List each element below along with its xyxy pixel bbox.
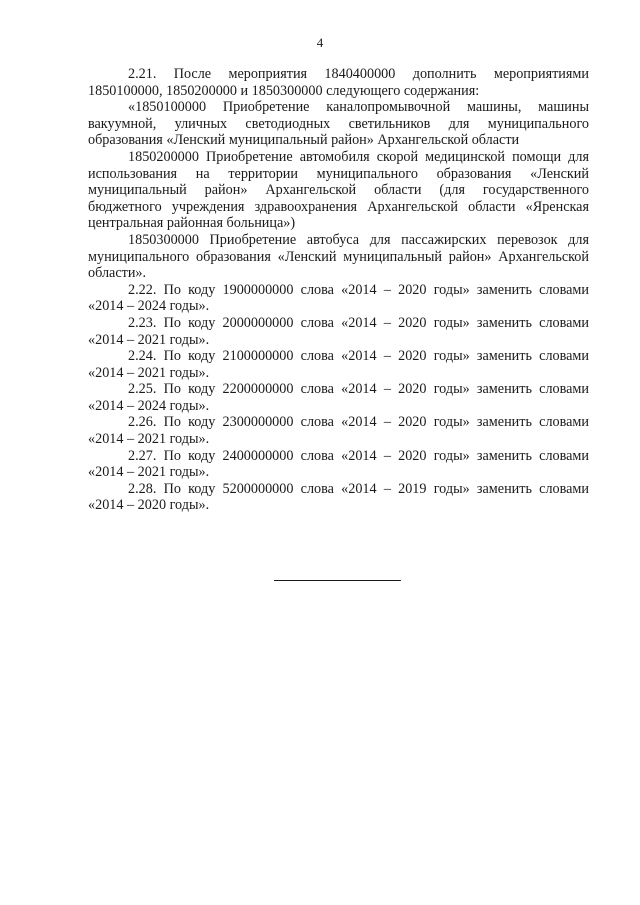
paragraph-2-23: 2.23. По коду 2000000000 слова «2014 – 2020 годы» заменить словами «2014 – 2021 годы». [88,314,589,348]
paragraph-2-21: 2.21. После мероприятия 1840400000 дополнить мероприятиями 1850100000, 1850200000 и 1850300000 следующего содержания: [88,66,589,99]
paragraph-2-22: 2.22. По коду 1900000000 слова «2014 – 2020 годы» заменить словами «2014 – 2024 годы». [88,281,589,315]
paragraph-2-24: 2.24. По коду 2100000000 слова «2014 – 2020 годы» заменить словами «2014 – 2021 годы». [88,348,589,381]
paragraph-1850300000: 1850300000 Приобретение автобуса для пассажирских перевозок для муниципального образования «Ленский муниципальный район» Архангельской области». [88,231,589,282]
paragraph-2-26: 2.26. По коду 2300000000 слова «2014 – 2020 годы» заменить словами «2014 – 2021 годы». [88,414,589,448]
end-separator-line [274,580,401,581]
paragraph-1850200000: 1850200000 Приобретение автомобиля скорой медицинской помощи для использования на территории муниципального образования «Ленский муниципальный район» Архангельской области (для государственного бюджетного учреждения здравоохранения Архангельской области «Яренская центральная районная больница») [88,148,589,232]
document-body [88,66,589,514]
paragraph-2-28: 2.28. По коду 5200000000 слова «2014 – 2019 годы» заменить словами «2014 – 2020 годы». [88,480,589,514]
paragraph-1850100000: «1850100000 Приобретение каналопромывочной машины, машины вакуумной, уличных светодиодных светильников для муниципального образования «Ленский муниципальный район» Архангельской области [88,99,589,149]
paragraph-2-27: 2.27. По коду 2400000000 слова «2014 – 2020 годы» заменить словами «2014 – 2021 годы». [88,447,589,481]
page-number: 4 [316,35,324,50]
paragraph-2-25: 2.25. По коду 2200000000 слова «2014 – 2020 годы» заменить словами «2014 – 2024 годы». [88,381,589,414]
